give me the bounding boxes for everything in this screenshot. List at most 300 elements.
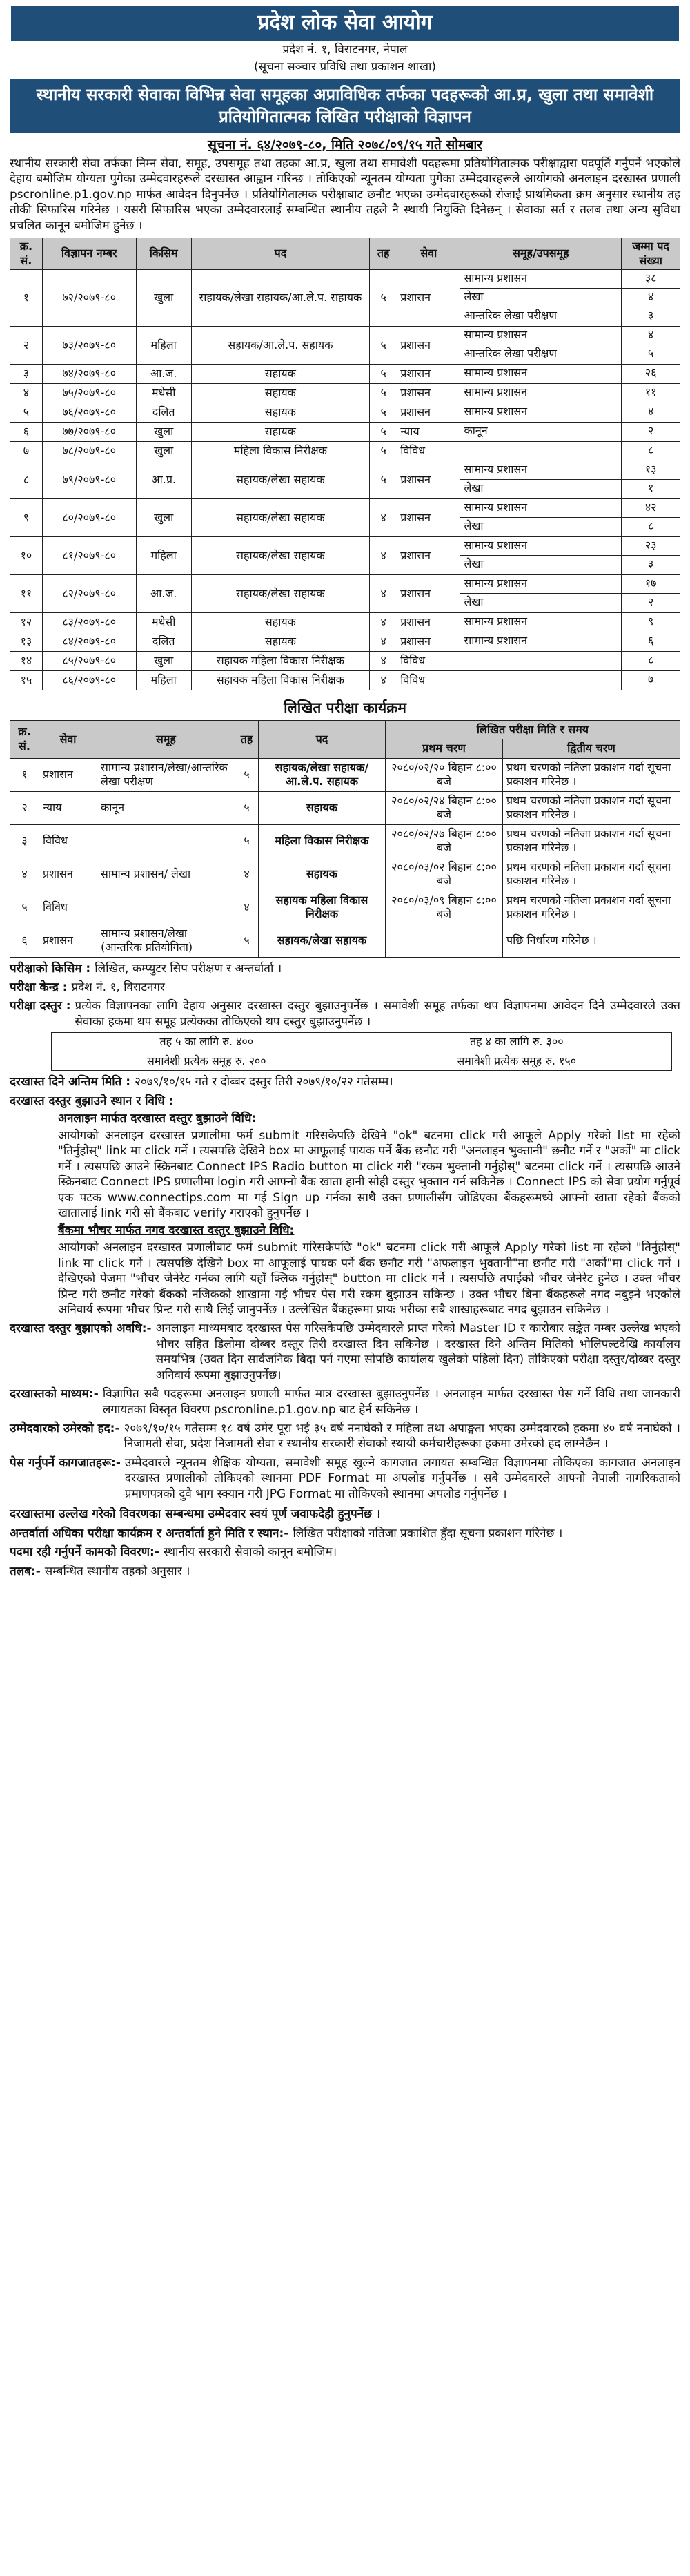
duties-label: पदमा रही गर्नुपर्ने कामको विवरण:- <box>10 1545 159 1560</box>
row-type: आ.ज. <box>136 365 191 384</box>
row-service: प्रशासन <box>397 537 460 575</box>
salary-text: सम्बन्धित स्थानीय तहको अनुसार । <box>44 1564 190 1578</box>
row-type: आ.प्र. <box>136 461 191 499</box>
row-type: महिला <box>136 537 191 575</box>
col-total: जम्मा पद संख्या <box>622 238 680 270</box>
exam-level: ५ <box>235 924 259 957</box>
row-service: प्रशासन <box>397 327 460 365</box>
exam-first-phase: २०८०/०३/०९ बिहान ८:०० बजे <box>386 891 503 924</box>
interview-row <box>10 1526 680 1541</box>
row-adv-no: ७५/२०७९-८० <box>42 384 136 403</box>
row-type: महिला <box>136 671 191 690</box>
row-service: विविध <box>397 652 460 671</box>
exam-service: न्याय <box>39 791 97 824</box>
row-post: सहायक महिला विकास निरीक्षक <box>191 652 369 671</box>
row-level: ४ <box>370 632 397 652</box>
row-groups <box>460 270 622 327</box>
row-post: महिला विकास निरीक्षक <box>191 442 369 461</box>
row-service: विविध <box>397 671 460 690</box>
vacancy-table <box>10 238 680 690</box>
row-service: प्रशासन <box>397 632 460 652</box>
exam-level: ५ <box>235 791 259 824</box>
exam-center-row <box>10 980 680 995</box>
exam-second-phase: प्रथम चरणको नतिजा प्रकाशन गर्दा सूचना प्रकाशन गरिनेछ । <box>503 791 680 824</box>
col-post: पद <box>191 238 369 270</box>
row-totals <box>622 327 680 365</box>
online-payment-heading: अनलाइन मार्फत दरखास्त दस्तुर बुझाउने विधि: <box>58 1112 257 1126</box>
row-totals <box>622 671 680 690</box>
col-adv-no: विज्ञापन नम्बर <box>42 238 136 270</box>
row-adv-no: ७९/२०७९-८० <box>42 461 136 499</box>
row-totals <box>622 365 680 384</box>
group-name: सामान्य प्रशासन <box>464 634 528 648</box>
medium-row <box>10 1386 680 1417</box>
group-count: ११ <box>644 385 657 399</box>
table-row <box>10 632 680 652</box>
exam-group: सामान्य प्रशासन/लेखा/आन्तरिक लेखा परीक्षण <box>97 758 235 791</box>
row-service: प्रशासन <box>397 270 460 327</box>
table-row <box>10 327 680 365</box>
row-sn: ४ <box>10 384 43 403</box>
row-sn: ७ <box>10 442 43 461</box>
exam-sn: ४ <box>10 858 39 891</box>
exam-group <box>97 824 235 858</box>
row-totals <box>622 442 680 461</box>
row-post: सहायक <box>191 632 369 652</box>
row-service: न्याय <box>397 423 460 442</box>
row-adv-no: ७८/२०७९-८० <box>42 442 136 461</box>
row-groups <box>460 365 622 384</box>
group-name: आन्तरिक लेखा परीक्षण <box>464 309 557 322</box>
org-title: प्रदेश लोक सेवा आयोग <box>11 6 679 41</box>
group-count: २६ <box>644 366 657 380</box>
group-count: ३८ <box>622 270 680 289</box>
fee-verify-text: अनलाइन माध्यमबाट दरखास्त पेस गरिसकेपछि उम्मेदवारले प्राप्त गरेको Master ID र कारोबार सङ्केत नम्बर उल्लेख भएको भौचर सहित डिलोमा दोब्बर दस्तुर तिरी दरखास्त दिन सकिनेछ । दरखास्त दिने अन्तिम मितिको भोलिपल्टदेखि कार्यालय समयभित्र (उक्त दिन सार्वजनिक बिदा पर्न गएमा सोपछि कार्यालय खुलेको पहिलो दिन) तोकिएको परीक्षा दस्तुर/दोब्बर दस्तुर अनिवार्य रूपमा बुझाउनुपर्नेछ। <box>155 1321 680 1382</box>
deadline-value: २०७९/१०/१५ गते र दोब्बर दस्तुर तिरी २०७९/१०/२२ गतेसम्म। <box>135 1075 393 1090</box>
group-count: १३ <box>622 461 680 480</box>
org-address: प्रदेश नं. १, विराटनगर, नेपाल <box>282 43 408 57</box>
responsibility-note: दरखास्तमा उल्लेख गरेको विवरणका सम्बन्धमा उम्मेदवार स्वयं पूर्ण जवाफदेही हुनुपर्नेछ । <box>10 1507 381 1522</box>
documents-label: पेस गर्नुपर्ने कागजातहरू:- <box>10 1455 121 1470</box>
row-sn: ५ <box>10 403 43 423</box>
row-sn: १५ <box>10 671 43 690</box>
exam-col-first: प्रथम चरण <box>386 739 503 758</box>
group-count: ७ <box>647 672 654 686</box>
exam-group <box>97 891 235 924</box>
row-level: ४ <box>370 499 397 537</box>
row-adv-no: ८१/२०७९-८० <box>42 537 136 575</box>
group-name <box>460 671 621 690</box>
row-groups <box>460 652 622 671</box>
exam-sn: ५ <box>10 891 39 924</box>
row-adv-no: ८२/२०७९-८० <box>42 575 136 613</box>
bank-payment-text: आयोगको अनलाइन दरखास्त प्रणालीबाट फर्म submit गरिसकेपछि "ok" बटनमा click गरी आफूले Apply गरेको list मा रहेको "तिर्नुहोस्" link मा click गर्ने । त्यसपछि देखिने box मा आफूलाई पायक पर्ने बैंक छनौट गरी "अफलाइन भुक्तानी"मा छनौट गरी "अर्को"मा click गर्ने । देखिएको पेजमा "भौचर जेनेरेट गर्नका लागि यहाँ क्लिक गर्नुहोस्" button मा click गर्ने । त्यसपछि तपाईंको भौचर जेनेरेट हुनेछ । उक्त भौचर प्रिन्ट गरी छनौट गरेको बैंकको नजिकको शाखामा गई भौचर पेस गरी रकम बुझाउन सकिन्छ । उक्त भौचर बिना बैंकहरूले नगद नबुझ्ने भएकोले अनिवार्य रूपमा भौचर प्रिन्ट गरी साथै लिई जानुपर्नेछ । उल्लेखित बैंकहरूमा प्रायः भरीका सबै शाखाहरूबाट नगद बुझाउन सकिनेछ । <box>58 1241 680 1317</box>
row-sn: ८ <box>10 461 43 499</box>
exam-level: ४ <box>235 858 259 891</box>
row-totals <box>622 270 680 327</box>
row-adv-no: ८४/२०७९-८० <box>42 632 136 652</box>
exam-table-header <box>10 720 680 739</box>
group-name: आन्तरिक लेखा परीक्षण <box>464 347 557 360</box>
row-groups <box>460 384 622 403</box>
row-post: सहायक/लेखा सहायक <box>191 499 369 537</box>
table-row <box>10 858 680 891</box>
row-type: मधेसी <box>136 613 191 632</box>
group-count: ४२ <box>622 499 680 518</box>
exam-first-phase <box>386 924 503 957</box>
table-row <box>10 758 680 791</box>
group-count: ३ <box>647 557 654 571</box>
row-adv-no: ७६/२०७९-८० <box>42 403 136 423</box>
table-row <box>10 537 680 575</box>
exam-fee-text: प्रत्येक विज्ञापनका लागि देहाय अनुसार दरखास्त दस्तुर बुझाउनुपर्नेछ । समावेशी समूह तर्फका थप विज्ञापनमा आवेदन दिने उम्मेदवारले उक्त सेवाका हकमा थप समूह प्रत्येकका तोकिएको थप दस्तुर बुझाउनुपर्नेछ । <box>75 999 680 1029</box>
row-level: ५ <box>370 403 397 423</box>
exam-schedule-table <box>10 720 680 958</box>
group-count: ६ <box>647 634 654 648</box>
exam-level: ४ <box>235 891 259 924</box>
table-row <box>10 575 680 613</box>
exam-col-level: तह <box>235 720 259 758</box>
table-row <box>10 891 680 924</box>
row-adv-no: ७७/२०७९-८० <box>42 423 136 442</box>
row-post: सहायक <box>191 613 369 632</box>
row-adv-no: ७४/२०७९-८० <box>42 365 136 384</box>
row-totals <box>622 499 680 537</box>
row-post: सहायक <box>191 384 369 403</box>
exam-post: सहायक <box>259 858 386 891</box>
row-totals <box>622 632 680 652</box>
exam-sn: १ <box>10 758 39 791</box>
online-payment-text: आयोगको अनलाइन दरखास्त प्रणालीमा फर्म submit गरिसकेपछि देखिने "ok" बटनमा click गरी आफूले Apply गरेको list मा रहेको "तिर्नुहोस्" link मा click गर्ने । त्यसपछि देखिने box मा आफूलाई पायक पर्ने बैंक छनौट गरी "अनलाइन भुक्तानी" छनौट गर्ने र "अर्को" मा click गर्ने । त्यसपछि आउने स्क्रिनबाट Connect IPS Radio button मा click गरी "रकम भुक्तानी गर्नुहोस्" बटनमा click गर्ने । त्यसपछि आउने स्क्रिनबाट Connect IPS प्रणालीमा login गरी आफ्नो बैंक खाता हानी सोही दस्तुर भुक्तान गर्न सकिनेछ । Connect IPS को सेवा प्रयोग गर्नुपूर्व एक पटक www.connectips.com मा गई Sign up गर्नका साथै उक्त प्रणालीसँग जोडिएका बैंकहरूमध्ये आफ्नो खाता रहेको बैंकको खातालाई link गरी सो बैंकबाट verify गराएको हुनुपर्नेछ । <box>58 1128 680 1221</box>
documents-text: उम्मेदवारले न्यूनतम शैक्षिक योग्यता, समावेशी समूह खुल्ने कागजात लगायत सम्बन्धित विज्ञापनमा तोकिएका कागजात अनलाइन दरखास्त प्रणालीको तोकिएको स्थानमा PDF Format मा अपलोड गर्नुपर्नेछ । सबै उम्मेदवारले आफ्नो नेपाली नागरिकताको प्रमाणपत्रको दुवै भाग स्क्यान गरी JPG Format मा तोकिएको स्थानमा अपलोड गर्नुपर्नेछ । <box>124 1455 680 1501</box>
exam-post: सहायक महिला विकास निरीक्षक <box>259 891 386 924</box>
exam-first-phase: २०८०/०३/०२ बिहान ८:०० बजे <box>386 858 503 891</box>
table-row <box>10 924 680 957</box>
exam-second-phase: प्रथम चरणको नतिजा प्रकाशन गर्दा सूचना प्रकाशन गरिनेछ । <box>503 891 680 924</box>
row-level: ४ <box>370 613 397 632</box>
row-totals <box>622 652 680 671</box>
table-row <box>10 613 680 632</box>
row-type: दलित <box>136 403 191 423</box>
row-groups <box>460 613 622 632</box>
table-row <box>10 824 680 858</box>
row-sn: ६ <box>10 423 43 442</box>
row-post: सहायक/आ.ले.प. सहायक <box>191 327 369 365</box>
age-text: २०७९/१०/१५ गतेसम्म १८ वर्ष उमेर पूरा भई ३५ वर्ष ननाघेको र महिला तथा अपाङ्गता भएका उम्मेदवारको हकमा ४० वर्ष ननाघेको । निजामती सेवा, प्रदेश निजामती सेवा र स्थानीय सरकारी सेवाको स्थायी कर्मचारीहरूका हकमा उमेरको हद लाग्नेछैन । <box>124 1422 680 1451</box>
group-name: लेखा <box>460 289 621 307</box>
row-adv-no: ७३/२०७९-८० <box>42 327 136 365</box>
row-groups <box>460 632 622 652</box>
fee-row <box>52 1052 672 1070</box>
row-level: ४ <box>370 671 397 690</box>
row-post: सहायक महिला विकास निरीक्षक <box>191 671 369 690</box>
table-row <box>10 442 680 461</box>
group-count: ८ <box>647 443 654 457</box>
row-level: ५ <box>370 365 397 384</box>
fee-table <box>51 1032 672 1071</box>
table-row <box>10 499 680 537</box>
row-level: ५ <box>370 270 397 327</box>
col-type: किसिम <box>136 238 191 270</box>
row-level: ५ <box>370 384 397 403</box>
exam-second-phase: पछि निर्धारण गरिनेछ । <box>503 924 680 957</box>
row-service: विविध <box>397 442 460 461</box>
row-totals <box>622 384 680 403</box>
notice-number: सूचना नं. ६४/२०७९-८०, मिति २०७८/०९/१५ गते सोमबार <box>207 137 483 153</box>
group-name: लेखा <box>464 557 484 571</box>
exam-schedule-title: लिखित परीक्षा कार्यक्रम <box>284 699 406 717</box>
exam-center-label: परीक्षा केन्द्र : <box>10 980 68 994</box>
row-sn: २ <box>10 327 43 365</box>
group-name: सामान्य प्रशासन <box>460 270 621 289</box>
org-section: (सूचना सञ्चार प्रविधि तथा प्रकाशन शाखा) <box>253 60 437 75</box>
row-service: प्रशासन <box>397 499 460 537</box>
row-sn: १४ <box>10 652 43 671</box>
payment-title: दरखास्त दस्तुर बुझाउने स्थान र विधि : <box>10 1094 174 1108</box>
group-name: सामान्य प्रशासन <box>464 614 528 628</box>
row-adv-no: ८५/२०७९-८० <box>42 652 136 671</box>
row-post: सहायक/लेखा सहायक <box>191 537 369 575</box>
age-row <box>10 1421 680 1452</box>
group-name: सामान्य प्रशासन <box>460 537 621 556</box>
row-service: प्रशासन <box>397 575 460 613</box>
fee-verify-row <box>10 1321 680 1383</box>
exam-group: सामान्य प्रशासन/ लेखा <box>97 858 235 891</box>
group-name: सामान्य प्रशासन <box>460 575 621 594</box>
row-type: महिला <box>136 327 191 365</box>
interview-text: लिखित परीक्षाको नतिजा प्रकाशित हुँदा सूचना प्रकाशन गरिनेछ । <box>293 1526 563 1540</box>
row-sn: १ <box>10 270 43 327</box>
row-type: खुला <box>136 442 191 461</box>
group-count: ५ <box>647 347 654 360</box>
exam-sn: ६ <box>10 924 39 957</box>
intro-paragraph: स्थानीय सरकारी सेवा तर्फका निम्न सेवा, समूह, उपसमूह तथा तहका आ.प्र, खुला तथा समावेशी पदहरूमा प्रतियोगितात्मक परीक्षाद्वारा पदपूर्ति गर्नुपर्ने भएकोले देहाय बमोजिम योग्यता पुगेका उम्मेदवारहरूले दरखास्त आह्वान गरिन्छ । तोकिएको न्यूनतम योग्यता पुगेका उम्मेदवारहरूले आयोगको अनलाइन दरखास्त प्रणाली pscronline.p1.gov.np मार्फत आवेदन दिनुपर्नेछ । प्रतियोगितात्मक परीक्षाबाट छनौट भएका उम्मेदवारहरूको रोजाई प्राथमिकता क्रम अनुसार स्थानीय तह तोकी सिफारिस गरिनेछ । यसरी सिफारिस भएका उम्मेदवारलाई सम्बन्धित स्थानीय तहले नै स्थायी नियुक्ति दिनेछन् । सेवाका सर्त र तलब तथा अन्य सुविधा प्रचलित कानून बमोजिम हुनेछ । <box>10 156 681 233</box>
row-adv-no: ८६/२०७९-८० <box>42 671 136 690</box>
row-type: खुला <box>136 270 191 327</box>
exam-fee-label: परीक्षा दस्तुर : <box>10 999 71 1014</box>
row-totals <box>622 423 680 442</box>
row-groups <box>460 671 622 690</box>
duties-text: स्थानीय सरकारी सेवाको कानून बमोजिम। <box>163 1545 337 1560</box>
age-label: उम्मेदवारको उमेरको हद:- <box>10 1422 120 1436</box>
row-level: ५ <box>370 327 397 365</box>
row-groups <box>460 499 622 537</box>
row-post: सहायक/लेखा सहायक/आ.ले.प. सहायक <box>191 270 369 327</box>
exam-service: प्रशासन <box>39 858 97 891</box>
table-row <box>10 384 680 403</box>
row-type: खुला <box>136 499 191 537</box>
duties-row <box>10 1544 680 1560</box>
payment-title-row <box>10 1094 680 1109</box>
exam-post: सहायक/लेखा सहायक <box>259 924 386 957</box>
group-count: ३ <box>647 309 654 322</box>
table-row <box>10 365 680 384</box>
row-service: प्रशासन <box>397 365 460 384</box>
row-sn: ३ <box>10 365 43 384</box>
table-row <box>10 791 680 824</box>
row-post: सहायक <box>191 403 369 423</box>
fee-cell: समावेशी प्रत्येक समूह रु. २०० <box>52 1052 362 1070</box>
row-totals <box>622 461 680 499</box>
exam-level: ५ <box>235 824 259 858</box>
row-service: प्रशासन <box>397 403 460 423</box>
row-groups <box>460 403 622 423</box>
row-groups <box>460 575 622 613</box>
exam-post: सहायक/लेखा सहायक/आ.ले.प. सहायक <box>259 758 386 791</box>
table-row <box>10 403 680 423</box>
row-type: दलित <box>136 632 191 652</box>
group-count: ८ <box>647 653 654 667</box>
group-name: सामान्य प्रशासन <box>460 327 621 345</box>
group-count: ८ <box>647 519 654 533</box>
exam-second-phase: प्रथम चरणको नतिजा प्रकाशन गर्दा सूचना प्रकाशन गरिनेछ । <box>503 858 680 891</box>
fee-cell: तह ५ का लागि रु. ४०० <box>52 1033 362 1052</box>
exam-col-post: पद <box>259 720 386 758</box>
fee-verify-label: दरखास्त दस्तुर बुझाएको अवधि:- <box>10 1321 152 1336</box>
row-level: ४ <box>370 652 397 671</box>
salary-row <box>10 1564 680 1579</box>
row-adv-no: ७२/२०७९-८० <box>42 270 136 327</box>
col-service: सेवा <box>397 238 460 270</box>
row-adv-no: ८०/२०७९-८० <box>42 499 136 537</box>
documents-row <box>10 1455 680 1502</box>
exam-sn: २ <box>10 791 39 824</box>
exam-center-value: प्रदेश नं. १, विराटनगर <box>71 980 165 994</box>
row-service: प्रशासन <box>397 461 460 499</box>
row-groups <box>460 461 622 499</box>
medium-label: दरखास्तको माध्यम:- <box>10 1387 99 1402</box>
row-level: ५ <box>370 423 397 442</box>
interview-label: अन्तर्वार्ता अधिका परीक्षा कार्यक्रम र अन्तर्वार्ता हुने मिति र स्थान:- <box>10 1526 289 1540</box>
deadline-label: दरखास्त दिने अन्तिम मिति : <box>10 1075 131 1090</box>
row-service: प्रशासन <box>397 384 460 403</box>
row-totals <box>622 575 680 613</box>
row-totals <box>622 613 680 632</box>
exam-first-phase: २०८०/०२/२७ बिहान ८:०० बजे <box>386 824 503 858</box>
row-groups <box>460 442 622 461</box>
row-level: ५ <box>370 442 397 461</box>
row-post: सहायक <box>191 365 369 384</box>
bank-payment-heading: बैंकमा भौचर मार्फत नगद दरखास्त दस्तुर बुझाउने विधि: <box>58 1223 295 1238</box>
row-type: खुला <box>136 652 191 671</box>
exam-col-sn: क्र. सं. <box>10 720 39 758</box>
exam-level: ५ <box>235 758 259 791</box>
exam-col-group: समूह <box>97 720 235 758</box>
row-sn: १३ <box>10 632 43 652</box>
exam-second-phase: प्रथम चरणको नतिजा प्रकाशन गर्दा सूचना प्रकाशन गरिनेछ । <box>503 758 680 791</box>
group-count: २ <box>647 424 654 438</box>
group-count: २ <box>647 595 654 609</box>
exam-type-row <box>10 961 680 976</box>
row-groups <box>460 537 622 575</box>
row-type: आ.ज. <box>136 575 191 613</box>
exam-first-phase: २०८०/०२/२० बिहान ८:०० बजे <box>386 758 503 791</box>
col-group: समूह/उपसमूह <box>460 238 622 270</box>
group-name: कानून <box>464 424 488 438</box>
group-name: लेखा <box>464 519 484 533</box>
exam-type-label: परीक्षाको किसिम : <box>10 961 91 976</box>
exam-group: सामान्य प्रशासन/लेखा (आन्तरिक प्रतियोगिता) <box>97 924 235 957</box>
row-sn: १० <box>10 537 43 575</box>
col-sn: क्र. सं. <box>10 238 43 270</box>
table-row <box>10 461 680 499</box>
row-service: प्रशासन <box>397 613 460 632</box>
medium-text: विज्ञापित सबै पदहरूमा अनलाइन प्रणाली मार्फत मात्र दरखास्त बुझाउनुपर्नेछ । अनलाइन मार्फत दरखास्त पेस गर्ने विधि तथा जानकारी लगायतका विस्तृत विवरण pscronline.p1.gov.np बाट हेर्न सकिनेछ । <box>102 1387 680 1417</box>
group-name: लेखा <box>464 481 484 495</box>
exam-post: महिला विकास निरीक्षक <box>259 824 386 858</box>
advertisement-title: स्थानीय सरकारी सेवाका विभिन्न सेवा समूहका अप्राविधिक तर्फका पदहरूको आ.प्र, खुला तथा समावेशी प्रतियोगितात्मक लिखित परीक्षाको विज्ञापन <box>10 79 680 133</box>
row-sn: ११ <box>10 575 43 613</box>
table-row <box>10 652 680 671</box>
group-name: सामान्य प्रशासन <box>464 405 528 418</box>
group-count: ४ <box>622 289 680 307</box>
row-groups <box>460 327 622 365</box>
fee-cell: समावेशी प्रत्येक समूह रु. १५० <box>362 1052 672 1070</box>
fee-cell: तह ४ का लागि रु. ३०० <box>362 1033 672 1052</box>
table-row <box>10 423 680 442</box>
row-type: मधेसी <box>136 384 191 403</box>
exam-first-phase: २०८०/०२/२४ बिहान ८:०० बजे <box>386 791 503 824</box>
exam-fee-row <box>10 998 680 1029</box>
group-count: २३ <box>622 537 680 556</box>
group-count: १ <box>647 481 654 495</box>
exam-service: विविध <box>39 891 97 924</box>
exam-col-second: द्वितीय चरण <box>503 739 680 758</box>
exam-service: विविध <box>39 824 97 858</box>
group-name: सामान्य प्रशासन <box>460 461 621 480</box>
group-name: सामान्य प्रशासन <box>464 366 528 380</box>
group-count: ४ <box>647 405 654 418</box>
group-name: सामान्य प्रशासन <box>464 385 528 399</box>
group-name: लेखा <box>464 595 484 609</box>
row-adv-no: ८३/२०७९-८० <box>42 613 136 632</box>
group-count: १७ <box>622 575 680 594</box>
col-level: तह <box>370 238 397 270</box>
row-totals <box>622 537 680 575</box>
exam-col-service: सेवा <box>39 720 97 758</box>
deadline-row <box>10 1074 680 1090</box>
row-level: ४ <box>370 575 397 613</box>
row-post: सहायक <box>191 423 369 442</box>
vacancy-table-body <box>10 270 680 690</box>
exam-second-phase: प्रथम चरणको नतिजा प्रकाशन गर्दा सूचना प्रकाशन गरिनेछ । <box>503 824 680 858</box>
table-row <box>10 270 680 327</box>
group-count: ९ <box>647 614 654 628</box>
group-name <box>460 442 621 461</box>
exam-table-body <box>10 758 680 957</box>
exam-service: प्रशासन <box>39 758 97 791</box>
row-totals <box>622 403 680 423</box>
exam-service: प्रशासन <box>39 924 97 957</box>
exam-group: कानून <box>97 791 235 824</box>
row-post: सहायक/लेखा सहायक <box>191 461 369 499</box>
row-sn: ९ <box>10 499 43 537</box>
exam-post: सहायक <box>259 791 386 824</box>
group-name <box>460 652 621 670</box>
exam-col-datetime: लिखित परीक्षा मिति र समय <box>386 720 680 739</box>
fee-row <box>52 1033 672 1052</box>
row-type: खुला <box>136 423 191 442</box>
vacancy-table-header <box>10 238 680 270</box>
group-name: सामान्य प्रशासन <box>460 499 621 518</box>
row-level: ५ <box>370 461 397 499</box>
table-row <box>10 671 680 690</box>
row-sn: १२ <box>10 613 43 632</box>
exam-sn: ३ <box>10 824 39 858</box>
salary-label: तलब:- <box>10 1564 41 1578</box>
row-level: ४ <box>370 537 397 575</box>
exam-type-value: लिखित, कम्प्युटर सिप परीक्षण र अन्तर्वार्ता । <box>95 961 282 976</box>
